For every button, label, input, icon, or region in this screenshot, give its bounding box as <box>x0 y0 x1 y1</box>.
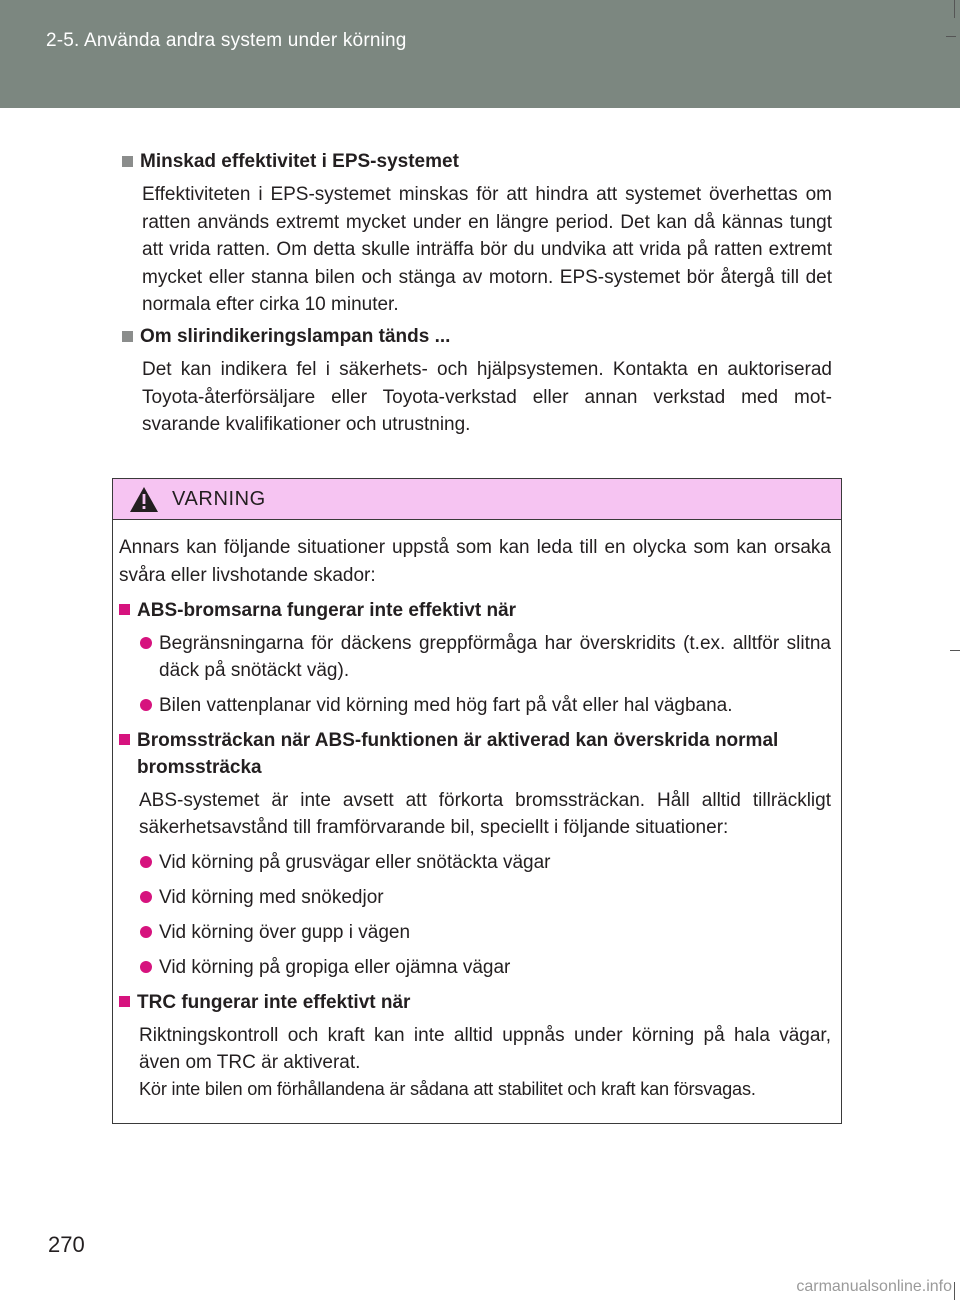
chapter-title: 2-5. Använda andra system under körning <box>46 30 407 51</box>
warning-triangle-icon <box>129 486 159 513</box>
list-item-text: Bilen vattenplanar vid körning med hög fart på våt eller hal vägbana. <box>159 695 733 716</box>
warning-item-heading-text: ABS-bromsarna fungerar inte effektivt när <box>137 600 517 621</box>
watermark: carmanualsonline.info <box>796 1278 952 1295</box>
warning-content <box>119 534 831 1111</box>
page-header <box>0 0 960 108</box>
round-bullet-icon <box>140 926 152 938</box>
list-item-text: Vid körning på grusvägar eller snötäckta vägar <box>159 852 551 873</box>
list-item-text: Vid körning med snökedjor <box>159 887 384 908</box>
warning-item-heading <box>119 597 831 624</box>
section-slip-indicator <box>120 324 832 439</box>
square-bullet-icon <box>122 156 133 167</box>
crop-mark <box>954 1282 955 1300</box>
list-item-text: Vid körning över gupp i vägen <box>159 922 411 943</box>
warning-item-heading <box>119 989 831 1016</box>
section-heading-text: Minskad effektivitet i EPS-systemet <box>140 151 459 172</box>
round-bullet-icon <box>140 891 152 903</box>
warning-item-heading-text: TRC fungerar inte effektivt när <box>137 992 411 1013</box>
square-bullet-icon <box>119 604 130 615</box>
warning-header <box>113 479 841 520</box>
round-bullet-icon <box>140 637 152 649</box>
warning-item-text: ABS-systemet är inte avsett att förkorta bromssträckan. Håll alltid tillräckligt säkerhetsavstånd till framförvarande bil, speciellt i följande situationer: <box>139 790 831 838</box>
warning-item-text: Kör inte bilen om förhållandena är sådana att stabilitet och kraft kan försvagas. <box>139 1079 756 1099</box>
section-body: Det kan indikera fel i säkerhets- och hjälpsystemen. Kontakta en auktoriserad Toyota-återförsäljare eller Toyota-verkstad eller annan verkstad med mot-svarande kvalifikationer och utrustning. <box>142 359 832 435</box>
list-item <box>139 884 831 911</box>
list-item <box>139 919 831 946</box>
list-item <box>139 954 831 981</box>
warning-item-heading <box>119 727 831 781</box>
section-heading <box>120 149 832 175</box>
round-bullet-icon <box>140 856 152 868</box>
list-item-text: Vid körning på gropiga eller ojämna vägar <box>159 957 511 978</box>
list-item <box>139 849 831 876</box>
warning-item-text: Riktningskontroll och kraft kan inte alltid uppnås under körning på hala vägar, även om TRC är aktiverat. <box>139 1025 831 1073</box>
round-bullet-icon <box>140 699 152 711</box>
crop-mark <box>950 650 960 651</box>
warning-box <box>112 478 842 1124</box>
section-heading-text: Om slirindikeringslampan tänds ... <box>140 326 451 347</box>
section-heading <box>120 324 832 350</box>
warning-intro: Annars kan följande situationer uppstå som kan leda till en olycka som kan orsaka svåra eller livshotande skador: <box>119 537 831 586</box>
section-body: Effektiviteten i EPS-systemet minskas för att hindra att systemet överhettas om ratten används extremt mycket under en längre period. Det kan då kännas tungt att vrida ratten. Om detta skulle inträffa bör du undvika att vrida på ratten extremt mycket eller stanna bilen och stänga av motorn. EPS-systemet bör återgå till det normala efter cirka 10 minuter. <box>142 184 832 315</box>
crop-mark <box>954 0 955 18</box>
list-item <box>139 630 831 684</box>
square-bullet-icon <box>122 331 133 342</box>
section-eps <box>120 149 832 319</box>
list-item-text: Begränsningarna för däckens greppförmåga har överskridits (t.ex. alltför slitna däck på snötäckt väg). <box>159 633 831 681</box>
round-bullet-icon <box>140 961 152 973</box>
list-item <box>139 692 831 719</box>
crop-mark <box>946 36 956 37</box>
warning-title: VARNING <box>172 488 266 510</box>
warning-item-heading-text: Bromssträckan när ABS-funktionen är aktiverad kan överskrida normal bromssträcka <box>137 730 779 778</box>
square-bullet-icon <box>119 996 130 1007</box>
square-bullet-icon <box>119 734 130 745</box>
page-number: 270 <box>48 1232 85 1257</box>
